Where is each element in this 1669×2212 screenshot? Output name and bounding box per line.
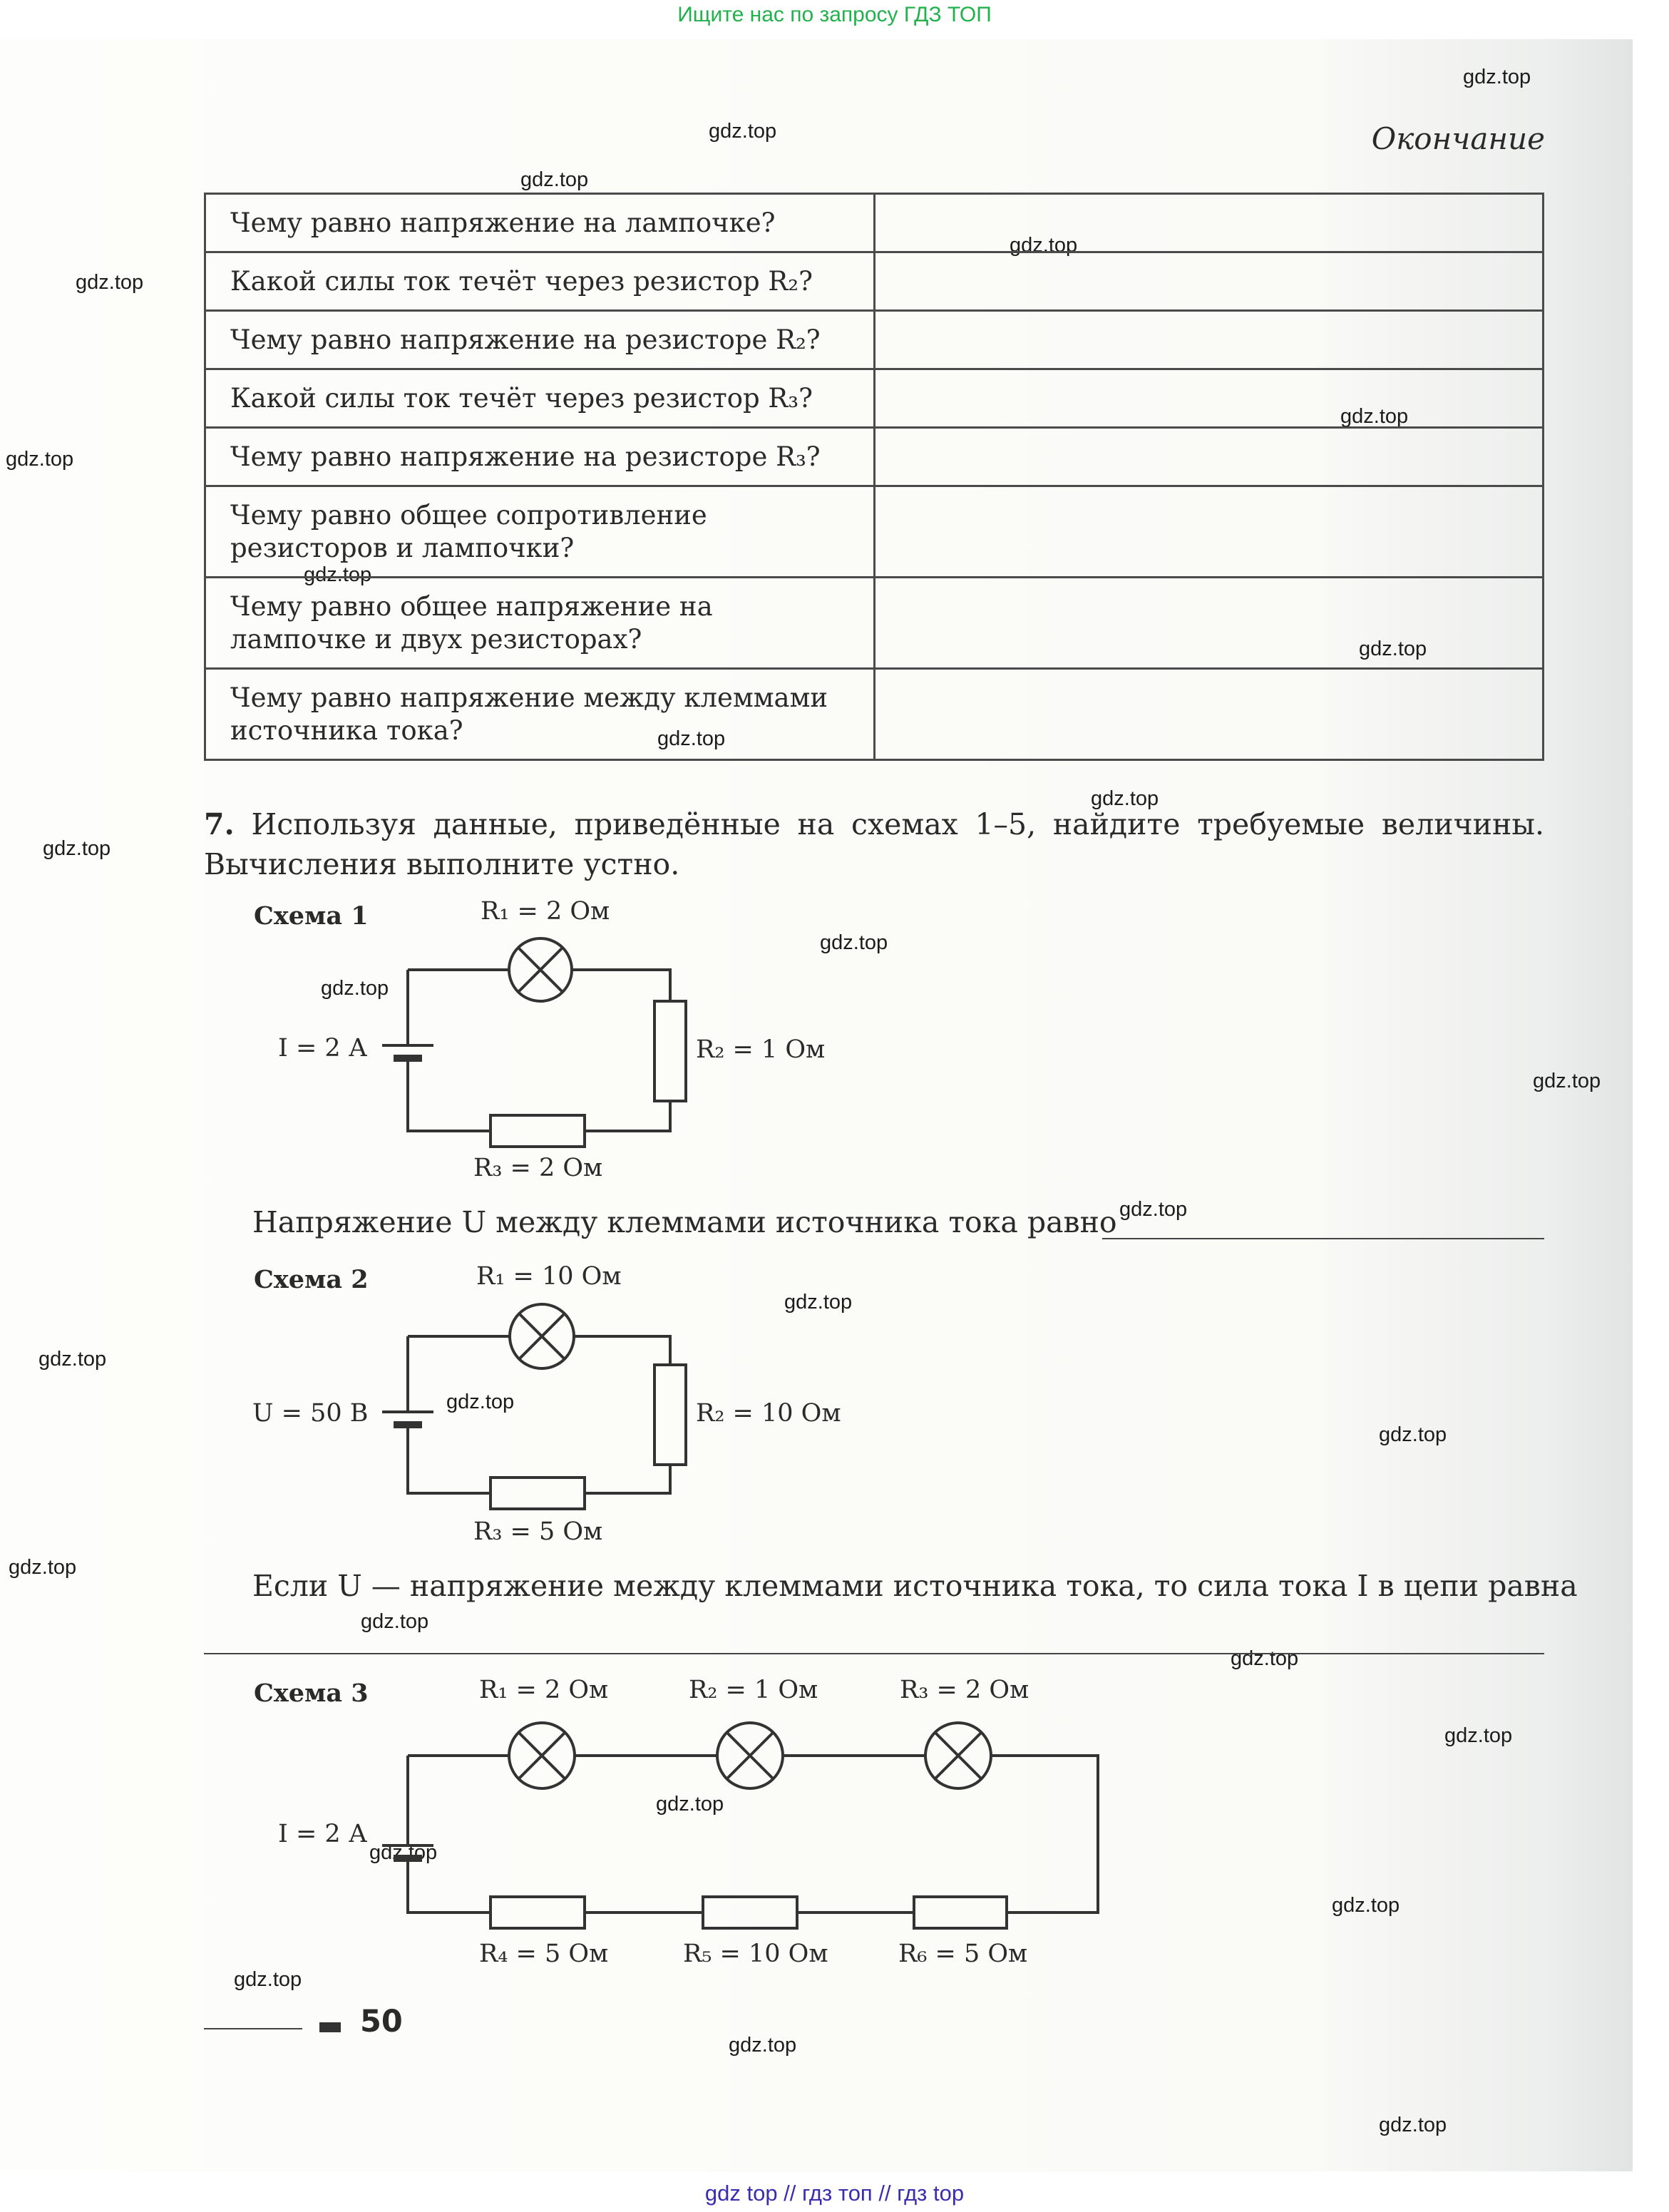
label-r3: R₃ = 5 Ом [473, 1517, 603, 1546]
resistor-r2 [654, 1001, 686, 1101]
resistor-r5 [703, 1897, 797, 1928]
watermark: gdz.top [361, 1610, 429, 1633]
label-source: U = 50 В [252, 1399, 369, 1428]
task-text: Используя данные, приведённые на схемах 1–5, найдите требуемые величины. Вычисления выполните устно. [204, 807, 1544, 881]
resistor-r3 [491, 1478, 585, 1509]
watermark: gdz.top [76, 271, 144, 294]
scheme-3-label: Схема 3 [254, 1679, 369, 1708]
watermark: gdz.top [1533, 1070, 1601, 1092]
watermark: gdz.top [1379, 1423, 1447, 1446]
label-r6: R₆ = 5 Ом [898, 1940, 1028, 1968]
label-r1: R₁ = 10 Ом [476, 1262, 622, 1291]
watermark: gdz.top [656, 1793, 724, 1816]
watermark: gdz.top [1379, 2114, 1447, 2136]
question-cell: Чему равно напряжение на резисторе R₃? [205, 428, 875, 486]
watermark: gdz.top [369, 1841, 438, 1864]
watermark: gdz.top [784, 1291, 853, 1314]
label-source: I = 2 А [278, 1034, 368, 1063]
question-cell: Чему равно общее сопротивление резисторов и лампочки? [205, 486, 875, 578]
label-r5: R₅ = 10 Ом [683, 1940, 828, 1968]
label-r3: R₃ = 2 Ом [900, 1676, 1029, 1704]
watermark: gdz.top [43, 837, 111, 860]
watermark: gdz.top [709, 120, 777, 143]
scheme-1-label: Схема 1 [254, 901, 369, 931]
label-r3: R₃ = 2 Ом [473, 1154, 603, 1182]
watermark: gdz.top [321, 977, 389, 1000]
watermark: gdz.top [1010, 234, 1078, 257]
watermark: gdz.top [6, 448, 74, 471]
watermark: gdz.top [1119, 1198, 1188, 1221]
question-cell: Какой силы ток течёт через резистор R₂? [205, 252, 875, 311]
watermark: gdz.top [446, 1391, 515, 1413]
answer-line-1[interactable] [1102, 1238, 1544, 1239]
watermark: gdz.top [1340, 405, 1409, 428]
page-number-rule [204, 2028, 302, 2029]
question-cell: Чему равно напряжение между клеммами источника тока? [205, 669, 875, 760]
question-cell: Чему равно напряжение на резисторе R₂? [205, 311, 875, 369]
watermark: gdz.top [657, 727, 726, 750]
ending-label: Окончание [1371, 121, 1545, 156]
label-r4: R₄ = 5 Ом [479, 1940, 609, 1968]
label-r1: R₁ = 2 Ом [479, 1676, 609, 1704]
page-number-marker [319, 2022, 341, 2032]
resistor-r4 [491, 1897, 585, 1928]
label-r2: R₂ = 10 Ом [696, 1399, 841, 1428]
resistor-r2 [654, 1365, 686, 1465]
scheme-2-label: Схема 2 [254, 1265, 369, 1294]
resistor-r3 [491, 1115, 585, 1147]
scheme-2-circuit [382, 1304, 686, 1509]
bottom-banner[interactable]: gdz top // гдз топ // гдз top [704, 2181, 965, 2206]
question-cell: Какой силы ток течёт через резистор R₃? [205, 369, 875, 428]
watermark: gdz.top [304, 563, 372, 586]
answer-line-2[interactable] [204, 1653, 1544, 1654]
watermark: gdz.top [729, 2034, 797, 2057]
scheme-1-circuit [382, 938, 686, 1147]
watermark: gdz.top [520, 168, 589, 191]
scheme-3-circuit [382, 1723, 1098, 1928]
label-r2: R₂ = 1 Ом [696, 1035, 826, 1064]
scheme-1-question: Напряжение U между клеммами источника тока равно [252, 1205, 1117, 1239]
top-banner[interactable]: Ищите нас по запросу ГДЗ ТОП [677, 3, 992, 26]
question-cell: Чему равно общее напряжение на лампочке и двух резисторах? [205, 578, 875, 669]
watermark: gdz.top [820, 931, 888, 954]
label-r1: R₁ = 2 Ом [481, 897, 610, 926]
task-number: 7. [204, 807, 235, 841]
label-source: I = 2 А [278, 1820, 368, 1848]
watermark: gdz.top [9, 1556, 77, 1579]
watermark: gdz.top [1332, 1894, 1400, 1917]
watermark: gdz.top [1091, 787, 1159, 810]
page-number: 50 [360, 2004, 403, 2039]
watermark: gdz.top [1444, 1724, 1513, 1747]
label-r2: R₂ = 1 Ом [689, 1676, 818, 1704]
resistor-r6 [914, 1897, 1007, 1928]
question-cell: Чему равно напряжение на лампочке? [205, 194, 875, 252]
watermark: gdz.top [234, 1968, 302, 1991]
watermark: gdz.top [1231, 1647, 1299, 1670]
scheme-2-question: Если U — напряжение между клеммами источника тока, то сила тока I в цепи равна [252, 1569, 1578, 1603]
watermark: gdz.top [1463, 66, 1531, 88]
watermark: gdz.top [1359, 638, 1427, 660]
watermark: gdz.top [38, 1348, 107, 1371]
